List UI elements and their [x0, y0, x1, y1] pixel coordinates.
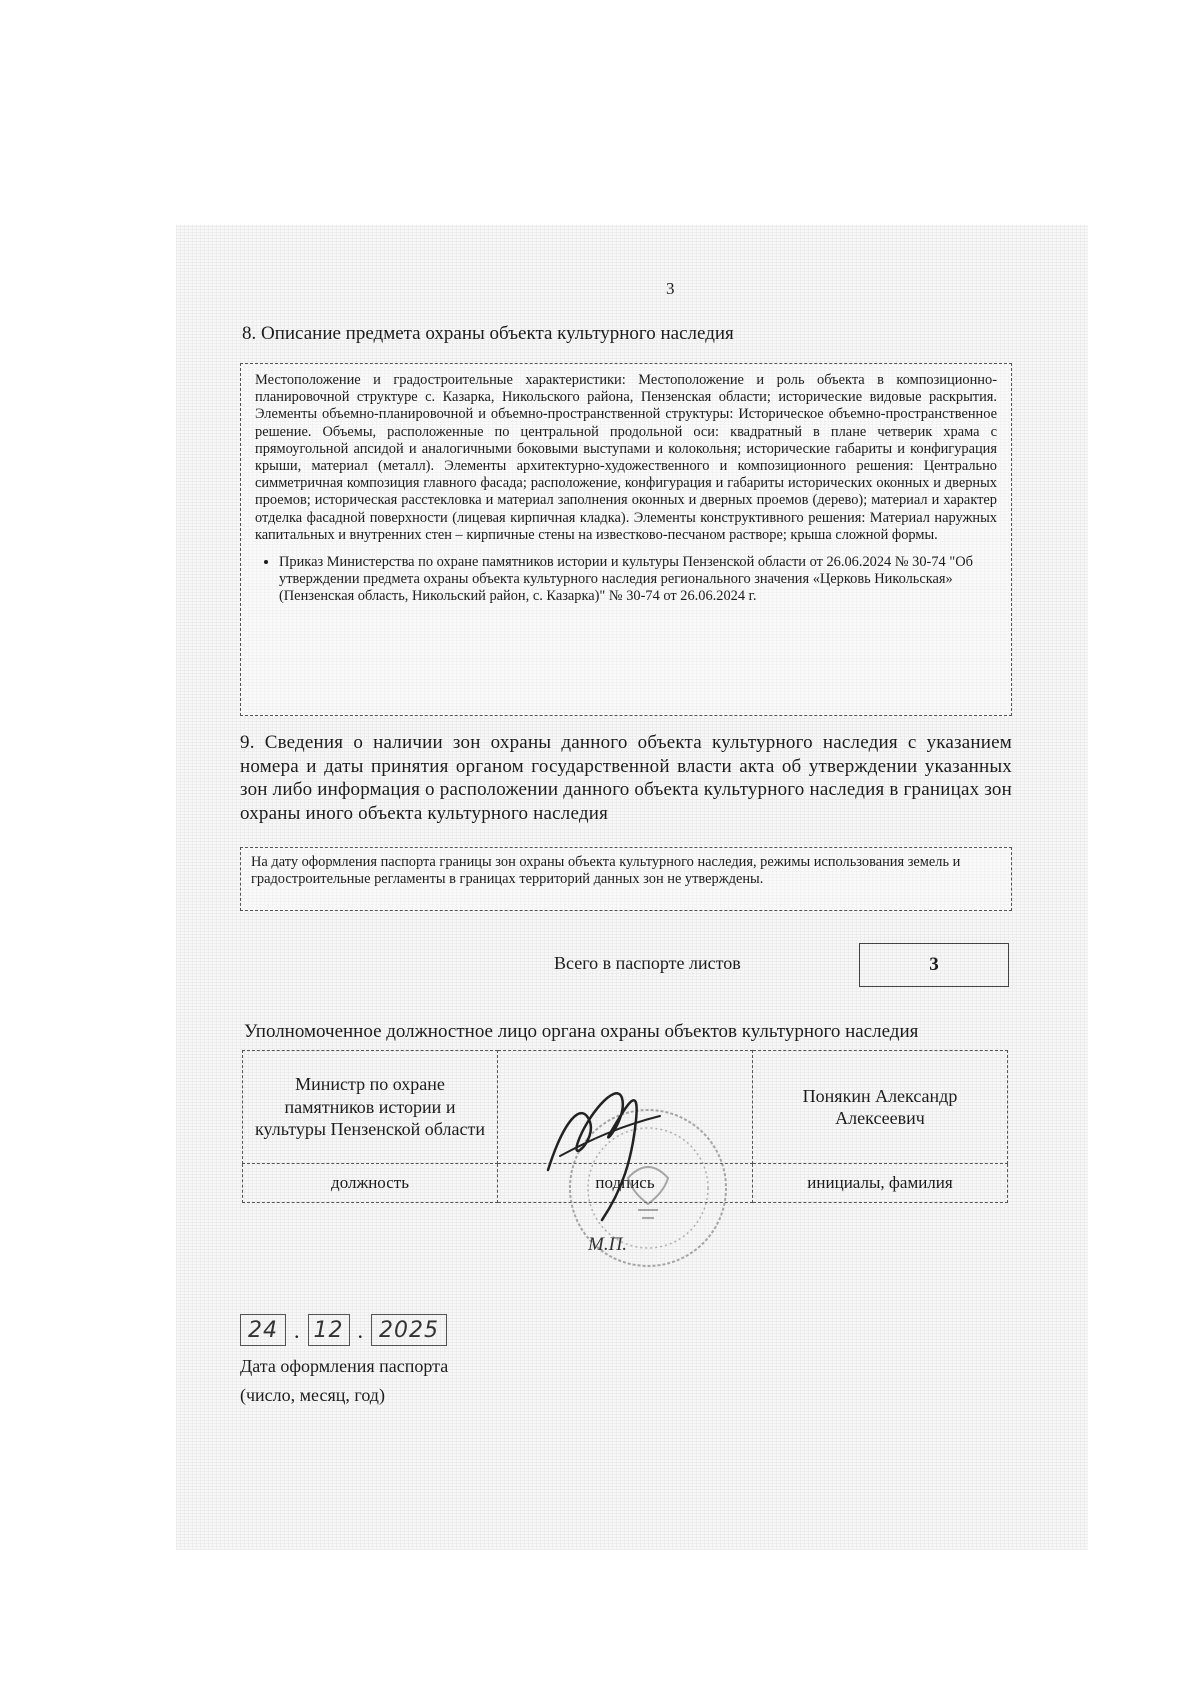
section-8-description: Местоположение и градостроительные характеристики: Местоположение и роль объекта в композиционно-планировочной структуре с. Казарка, Никольского района, Пензенская области; исторические видовые раскрытия. Элементы объемно-планировочной и объемно-пространственной структуры: Историческое объемно-пространственное решение. Объемы, расположенные по центральной продольной оси: квадратный в плане четверик храма с прямоугольной апсидой и аналогичными боковыми выступами и колокольня; исторические габариты и конфигурация крыши, материал (металл). Элементы архитектурно-художественного и композиционного решения: Центрально симметричная композиция главного фасада; расположение, конфигурация и габариты исторических оконных и дверных проемов; историческая расстекловка и материал заполнения оконных и дверных проемов (дерево); материал и характер отделка фасадной поверхности (лицевая кирпичная кладка). Элементы конструктивного решения: Материал наружных капитальных и внутренних стен – кирпичные стены на известково-песчаном растворе; крыша сложной формы. — [255, 372, 997, 543]
stamp-mp-label: М.П. — [588, 1234, 628, 1255]
date-caption-line-2: (число, месяц, год) — [240, 1385, 385, 1405]
section-9-text: На дату оформления паспорта границы зон охраны объекта культурного наследия, режимы использования земель и градостроительные регламенты в границах территорий данных зон не утверждены. — [251, 854, 961, 888]
caption-position: должность — [243, 1164, 498, 1203]
date-separator: . — [357, 1318, 363, 1343]
section-8-title: 8. Описание предмета охраны объекта культурного наследия — [242, 323, 734, 344]
date-year: 2025 — [371, 1314, 447, 1346]
section-9-box — [240, 847, 1012, 911]
page-number: 3 — [666, 279, 675, 298]
official-position: Министр по охране памятников истории и культуры Пензенской области — [243, 1051, 498, 1164]
section-8-box — [240, 363, 1012, 716]
section-9-title: 9. Сведения о наличии зон охраны данного объекта культурного наследия с указанием номера и даты принятия органом государственной власти акта об утверждении указанных зон либо информация о расположении данного объекта культурного наследия в границах зон охраны иного объекта культурного наследия — [240, 732, 1012, 824]
caption-name: инициалы, фамилия — [753, 1164, 1008, 1203]
sheets-total-label: Всего в паспорте листов — [554, 953, 741, 973]
date-caption — [240, 1352, 448, 1410]
signature-table-values-row — [243, 1051, 1008, 1164]
section-8-document-item: • Приказ Министерства по охране памятников истории и культуры Пензенской области от 26.06.2024 № 30-74 "Об утверждении предмета охраны объекта культурного наследия регионального значения «Церковь Никольская» (Пензенская область, Никольский район, с. Казарка)" № 30-74 от 26.06.2024 г. — [279, 554, 997, 606]
official-name: Понякин Александр Алексеевич — [753, 1051, 1008, 1164]
date-month: 12 — [308, 1314, 350, 1346]
official-title: Уполномоченное должностное лицо органа охраны объектов культурного наследия — [244, 1021, 919, 1042]
date-day: 24 — [240, 1314, 286, 1346]
signature-table — [242, 1050, 1008, 1203]
date-caption-line-1: Дата оформления паспорта — [240, 1356, 449, 1376]
date-separator: . — [294, 1318, 300, 1343]
date-fields — [240, 1310, 447, 1346]
signature-table-captions-row — [243, 1164, 1008, 1203]
sheets-total-value: 3 — [859, 943, 1009, 987]
caption-signature: подпись — [498, 1164, 753, 1203]
signature-cell — [498, 1051, 753, 1164]
section-8-documents-list — [255, 554, 997, 606]
